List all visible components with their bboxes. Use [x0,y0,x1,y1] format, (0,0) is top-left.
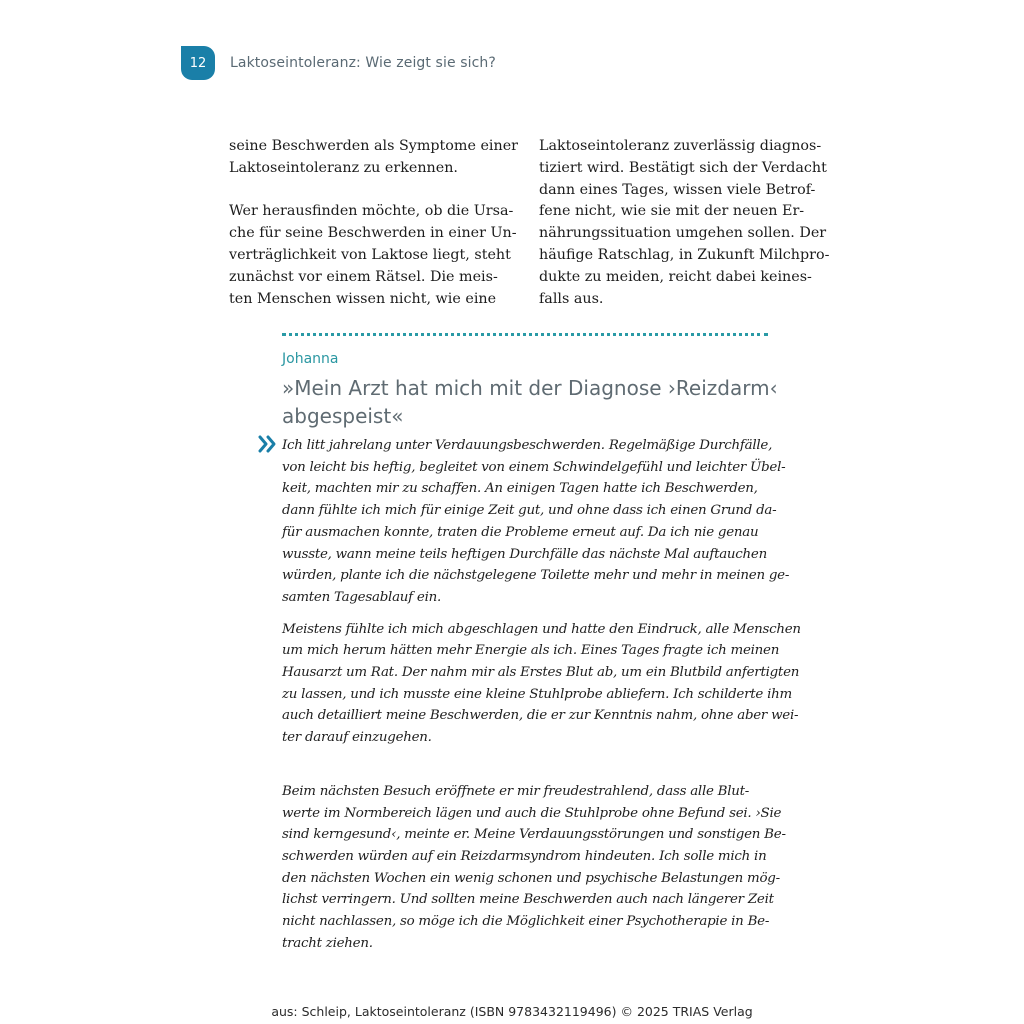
testimonial-quote [282,435,801,954]
quote-line: tracht ziehen. [282,935,373,951]
dotted-divider [282,333,768,336]
quote-line: zu lassen, und ich musste eine kleine Stuhlprobe abliefern. Ich schilderte ihm [282,686,792,702]
quote-line: lichst verringern. Und sollten meine Beschwerden auch nach längerer Zeit [282,892,774,908]
heading-line: »Mein Arzt hat mich mit der Diagnose ›Reizdarm‹ [282,376,778,400]
quote-line: Beim nächsten Besuch eröffnete er mir freudestrahlend, dass alle Blut- [282,783,750,799]
text-line: häufige Ratschlag, in Zukunft Milchpro- [539,246,830,263]
text-line: tiziert wird. Bestätigt sich der Verdacht [539,159,827,176]
quote-line: auch detailliert meine Beschwerden, die er zur Kenntnis nahm, ohne aber wei- [282,708,799,724]
text-line: seine Beschwerden als Symptome einer [229,138,519,154]
double-chevron-right-icon [258,434,280,454]
text-line: nährungssituation umgehen sollen. Der [539,225,827,242]
text-line: Wer herausfinden möchte, ob die Ursa- [229,203,514,220]
quote-line: Ich litt jahrelang unter Verdauungsbeschwerden. Regelmäßige Durchfälle, [282,438,773,453]
text-line: che für seine Beschwerden in einer Un- [229,225,517,242]
quote-line: von leicht bis heftig, begleitet von einem Schwindelgefühl und leichter Übel- [282,459,786,475]
testimonial-heading [282,374,778,430]
quote-line: sind kerngesund‹, meinte er. Meine Verdauungsstörungen und sonstigen Be- [282,827,786,843]
quote-line: für ausmachen konnte, traten die Probleme erneut auf. Da ich nie genau [282,524,759,540]
text-line: zunächst vor einem Rätsel. Die meis- [229,268,498,285]
text-line: falls aus. [539,290,604,307]
text-line: Laktoseintoleranz zu erkennen. [229,159,458,176]
body-column-left [229,136,519,310]
quote-line: dann fühlte ich mich für einige Zeit gut, und ohne dass ich einen Grund da- [282,503,777,519]
footer-citation: aus: Schleip, Laktoseintoleranz (ISBN 9783432119496) © 2025 TRIAS Verlag [271,1004,753,1019]
quote-line: würden, plante ich die nächstgelegene Toilette mehr und mehr in meinen ge- [282,568,790,584]
heading-line: abgespeist« [282,404,404,428]
text-line: verträglichkeit von Laktose liegt, steht [229,246,511,263]
quote-line: keit, machten mir zu schaffen. An einigen Tagen hatte ich Beschwerden, [282,481,758,497]
text-line: dann eines Tages, wissen viele Betrof- [539,181,816,198]
quote-line: nicht nachlassen, so möge ich die Möglichkeit einer Psychotherapie in Be- [282,914,770,930]
quote-line: um mich herum hätten mehr Energie als ich. Eines Tages fragte ich meinen [282,643,780,659]
body-column-right [539,136,830,310]
quote-line: schwerden würden auf ein Reizdarmsyndrom hindeuten. Ich solle mich in [282,848,767,864]
quote-line: wusste, wann meine teils heftigen Durchfälle das nächste Mal auftauchen [282,546,767,562]
quote-line: Meistens fühlte ich mich abgeschlagen und hatte den Eindruck, alle Menschen [282,621,801,637]
quote-line: Hausarzt um Rat. Der nahm mir als Erstes Blut ab, um ein Blutbild anfertigten [282,665,800,681]
running-title: Laktoseintoleranz: Wie zeigt sie sich? [230,55,496,71]
quote-line: werte im Normbereich lägen und auch die Stuhlprobe ohne Befund sei. ›Sie [282,805,782,821]
text-line: dukte zu meiden, reicht dabei keines- [539,268,812,285]
text-line: Laktoseintoleranz zuverlässig diagnos- [539,138,822,154]
page-number-badge: 12 [181,46,215,80]
text-line: ten Menschen wissen nicht, wie eine [229,290,497,307]
quote-line: samten Tagesablauf ein. [282,589,441,605]
testimonial-name: Johanna [282,351,339,367]
quote-line: ter darauf einzugehen. [282,730,432,746]
quote-line: den nächsten Wochen ein wenig schonen und psychische Belastungen mög- [282,870,780,886]
text-line: fene nicht, wie sie mit der neuen Er- [539,203,805,220]
